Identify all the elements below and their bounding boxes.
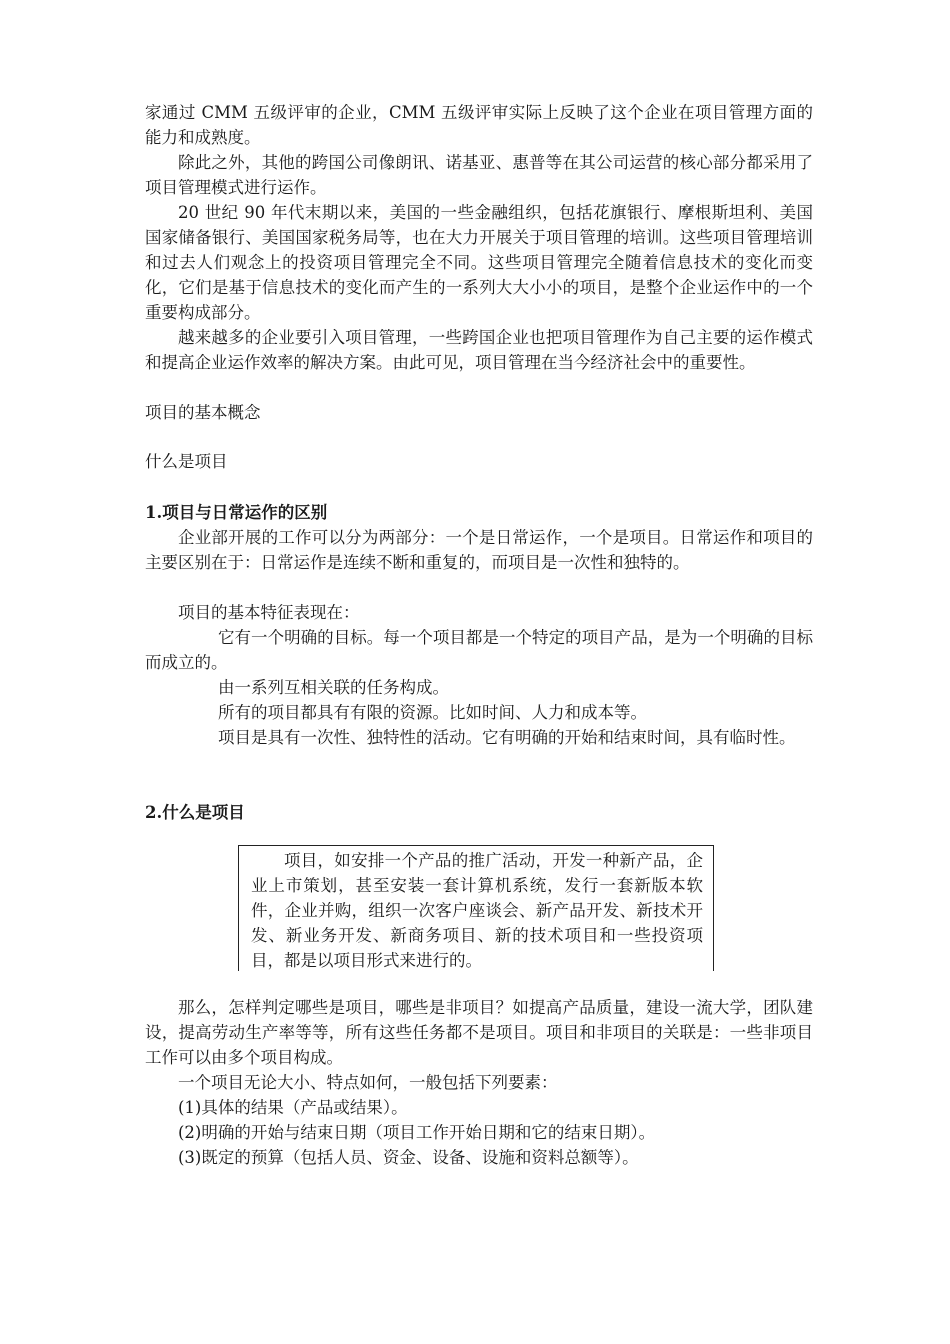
paragraph-finance: 20 世纪 90 年代末期以来，美国的一些金融组织，包括花旗银行、摩根斯坦利、美国国家储备银行、美国国家税务局等，也在大力开展关于项目管理的培训。这些项目管理培训和过去人们观念上的投资项目管理完全不同。这些项目管理完全随着信息技术的变化而变化，它们是基于信息技术的变化而产生的一系列大大小小的项目，是整个企业运作中的一个重要构成部分。	[145, 203, 813, 322]
paragraph-elements-intro: 一个项目无论大小、特点如何，一般包括下列要素：	[178, 1073, 558, 1092]
paragraph-importance: 越来越多的企业要引入项目管理，一些跨国企业也把项目管理作为自己主要的运作模式和提高企业运作效率的解决方案。由此可见，项目管理在当今经济社会中的重要性。	[145, 328, 813, 372]
project-examples-text: 项目，如安排一个产品的推广活动，开发一种新产品，企业上市策划，甚至安装一套计算机系统，发行一套新版本软件，企业并购，组织一次客户座谈会、新产品开发、新技术开发、新业务开发、新商务项目、新的技术项目和一些投资项目，都是以项目形式来进行的。	[251, 851, 703, 970]
element-dates: (2)明确的开始与结束日期（项目工作开始日期和它的结束日期）。	[178, 1123, 656, 1142]
feature-goal: 它有一个明确的目标。每一个项目都是一个特定的项目产品，是为一个明确的目标而成立的。	[145, 628, 813, 672]
heading-what-is-project: 2.什么是项目	[145, 803, 245, 822]
element-result: (1)具体的结果（产品或结果）。	[178, 1098, 408, 1117]
paragraph-non-project: 那么，怎样判定哪些是项目，哪些是非项目？如提高产品质量，建设一流大学，团队建设，提高劳动生产率等等，所有这些任务都不是项目。项目和非项目的关联是：一些非项目工作可以由多个项目构成。	[145, 998, 813, 1067]
section-title-what: 什么是项目	[145, 452, 228, 471]
paragraph-multinationals: 除此之外，其他的跨国公司像朗讯、诺基亚、惠普等在其公司运营的核心部分都采用了项目管理模式进行运作。	[145, 153, 813, 197]
paragraph-operations: 企业部开展的工作可以分为两部分：一个是日常运作，一个是项目。日常运作和项目的主要区别在于：日常运作是连续不断和重复的，而项目是一次性和独特的。	[145, 528, 813, 572]
paragraph-cmm: 家通过 CMM 五级评审的企业，CMM 五级评审实际上反映了这个企业在项目管理方面的能力和成熟度。	[145, 103, 813, 147]
project-examples-box	[238, 845, 714, 971]
feature-temporary: 项目是具有一次性、独特性的活动。它有明确的开始和结束时间，具有临时性。	[218, 728, 796, 747]
heading-difference: 1.项目与日常运作的区别	[145, 503, 328, 522]
paragraph-features-intro: 项目的基本特征表现在：	[178, 603, 360, 622]
feature-tasks: 由一系列互相关联的任务构成。	[218, 678, 449, 697]
section-title-concept: 项目的基本概念	[145, 403, 261, 422]
element-budget: (3)既定的预算（包括人员、资金、设备、设施和资料总额等）。	[178, 1148, 639, 1167]
feature-resources: 所有的项目都具有有限的资源。比如时间、人力和成本等。	[218, 703, 647, 722]
